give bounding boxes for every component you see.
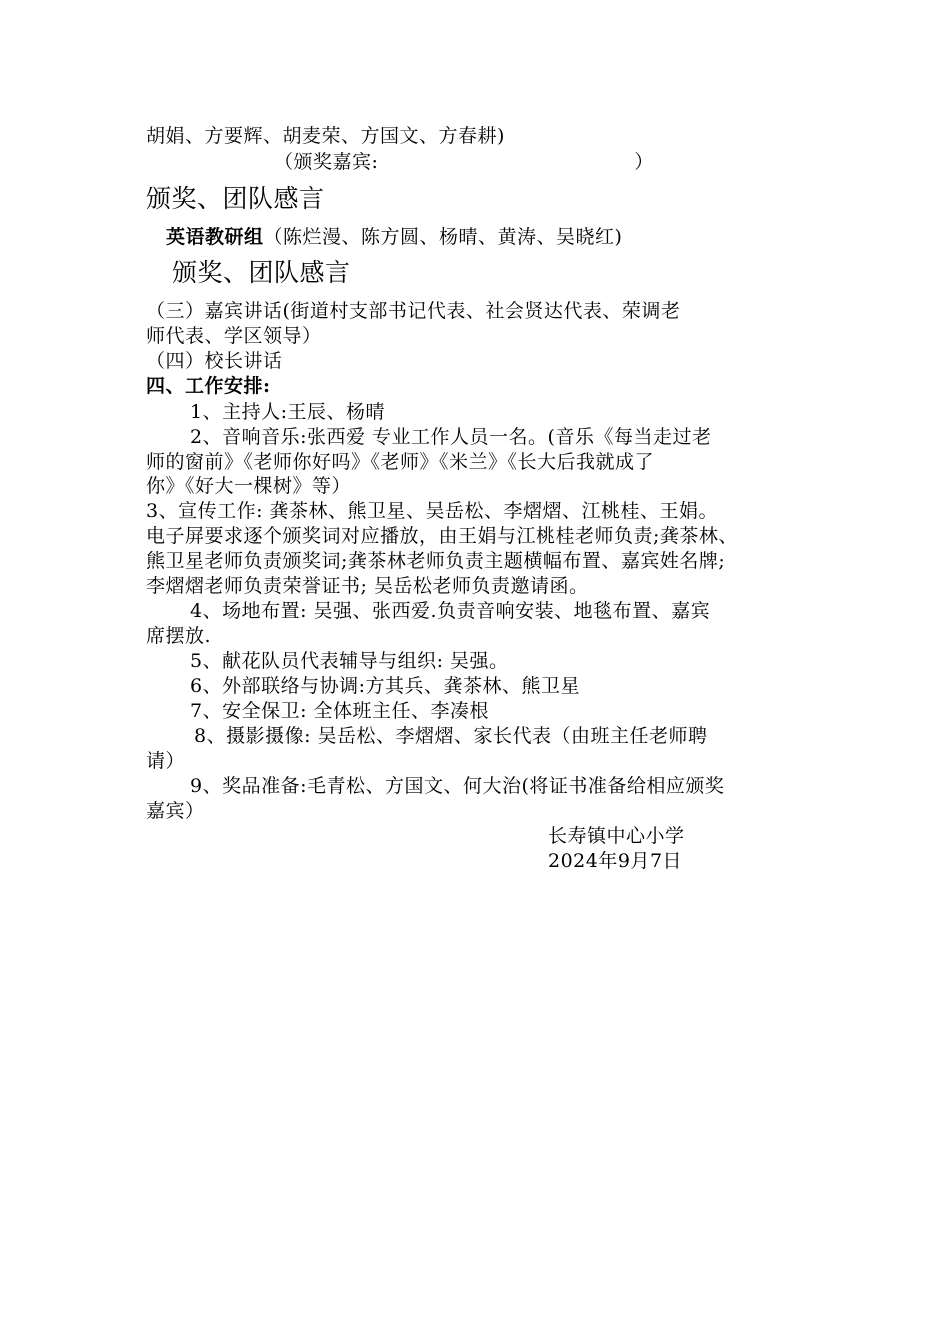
item4-line1: 4、场地布置: 吴强、张西爱.负责音响安装、地毯布置、嘉宾 xyxy=(190,600,711,622)
signature-school: 长寿镇中心小学 xyxy=(548,825,685,847)
item3-line3: 熊卫星老师负责颁奖词;龚茶林老师负责主题横幅布置、嘉宾姓名牌; xyxy=(146,550,726,572)
english-group-members: （陈烂漫、陈方圆、杨晴、黄涛、吴晓红) xyxy=(263,226,623,248)
item3-line2: 电子屏要求逐个颁奖词对应播放，由王娟与江桃桂老师负责;龚茶林、 xyxy=(146,525,738,547)
signature-date: 2024年9月7日 xyxy=(548,850,683,872)
item6-line: 6、外部联络与协调:方其兵、龚茶林、熊卫星 xyxy=(190,675,580,697)
guest-presenter-label: （颁奖嘉宾: xyxy=(274,151,379,173)
english-group-line xyxy=(166,225,622,249)
item5-line: 5、献花队员代表辅导与组织: 吴强。 xyxy=(190,650,509,672)
award-recipients-line: 胡娟、方要辉、胡麦荣、方国文、方春耕) xyxy=(146,125,505,147)
guest-presenter-line xyxy=(274,150,654,174)
item9-line1: 9、奖品准备:毛青松、方国文、何大治(将证书准备给相应颁奖 xyxy=(190,775,725,797)
award-speech-heading-2: 颁奖、团队感言 xyxy=(172,258,351,287)
section3-line2: 师代表、学区领导） xyxy=(146,325,322,347)
item3-line1: 3、宣传工作: 龚茶林、熊卫星、吴岳松、李熠熠、江桃桂、王娟。 xyxy=(146,500,719,522)
item2-line3: 你》《好大一棵树》等） xyxy=(146,475,352,497)
item9-line2: 嘉宾） xyxy=(146,800,205,822)
item3-line4: 李熠熠老师负责荣誉证书; 吴岳松老师负责邀请函。 xyxy=(146,575,589,597)
item1-host: 1、主持人:王辰、杨晴 xyxy=(190,401,385,423)
item4-line2: 席摆放. xyxy=(146,625,212,647)
item8-line1: 8、摄影摄像: 吴岳松、李熠熠、家长代表（由班主任老师聘 xyxy=(194,725,708,747)
item8-line2: 请） xyxy=(146,750,186,772)
section3-line1: （三）嘉宾讲话(街道村支部书记代表、社会贤达代表、荣调老 xyxy=(146,300,681,322)
item7-line: 7、安全保卫: 全体班主任、李凑根 xyxy=(190,700,490,722)
item2-line1: 2、音响音乐:张西爱 专业工作人员一名。(音乐《每当走过老 xyxy=(190,426,712,448)
guest-presenter-close: ） xyxy=(634,151,654,173)
english-group-name: 英语教研组 xyxy=(166,226,264,248)
work-arrangement-heading: 四、工作安排: xyxy=(146,375,271,397)
award-speech-heading-1: 颁奖、团队感言 xyxy=(146,184,325,213)
item2-line2: 师的窗前》《老师你好吗》《老师》《米兰》《长大后我就成了 xyxy=(146,451,655,473)
section4-line: （四）校长讲话 xyxy=(146,350,283,372)
